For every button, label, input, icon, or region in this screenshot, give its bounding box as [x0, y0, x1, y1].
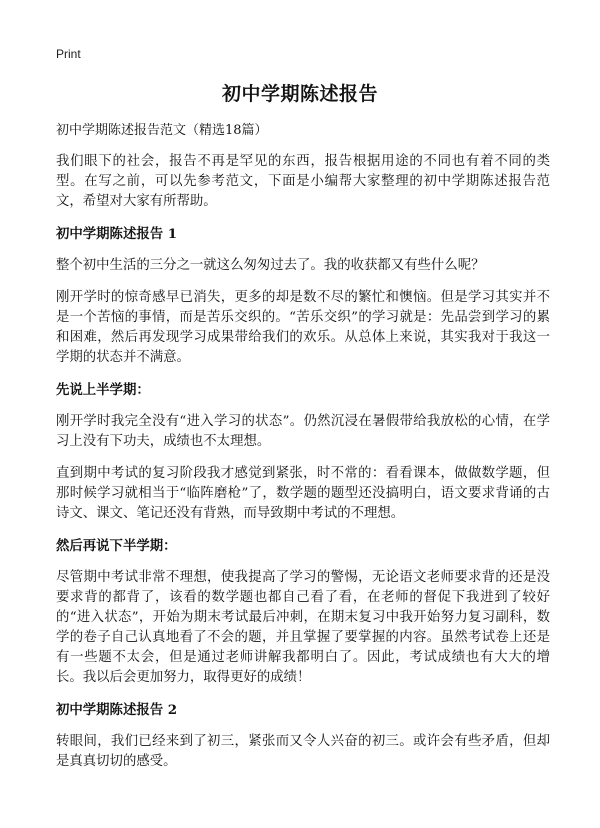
page-title: 初中学期陈述报告	[221, 83, 378, 105]
paragraph-5: 尽管期中考试非常不理想，使我提高了学习的警惕，无论语文老师要求背的还是没要求背的都背了，该看的数学题也都自己看了看，在老师的督促下我进到了较好的“进入状态”，开始为期末考试最后冲刺，在期末复习中我开始努力复习副科，数学的卷子自己认真地看了不会的题，并且掌握了要掌握的内容。虽然考试卷上还是有一些题不太会，但是通过老师讲解我都明白了。因此，考试成绩也有大大的增长。我以后会更加努力，取得更好的成绩！	[56, 570, 550, 685]
paragraph-1: 整个初中生活的三分之一就这么匆匆过去了。我的收获都又有些什么呢？	[56, 258, 485, 273]
intro-paragraph: 我们眼下的社会，报告不再是罕见的东西，报告根据用途的不同也有着不同的类型。在写之前，可以先参考范文，下面是小编帮大家整理的初中学期陈述报告范文，希望对大家有所帮助。	[56, 154, 550, 209]
print-link[interactable]: Print	[56, 47, 81, 61]
paragraph-6: 转眼间，我们已经来到了初三，紧张而又令人兴奋的初三。或许会有些矛盾，但却是真真切切的感受。	[56, 734, 550, 769]
paragraph-3: 刚开学时我完全没有“进入学习的状态”。仍然沉浸在暑假带给我放松的心情，在学习上没有下功夫，成绩也不太理想。	[56, 414, 550, 449]
section-1-heading: 初中学期陈述报告 1	[56, 226, 178, 242]
section-2-heading: 初中学期陈述报告 2	[56, 702, 178, 718]
subheading-first-half: 先说上半学期：	[56, 382, 150, 398]
paragraph-4: 直到期中考试的复习阶段我才感觉到紧张，时不常的：看看课本，做做数学题，但那时候学习就相当于“临阵磨枪”了，数学题的题型还没搞明白，语文要求背诵的古诗文、课文、笔记还没有背熟，而导致期中考试的不理想。	[56, 466, 550, 521]
subheading-second-half: 然后再说下半学期：	[56, 538, 177, 554]
article-body	[56, 121, 550, 784]
article-subtitle: 初中学期陈述报告范文（精选18篇）	[56, 123, 268, 138]
paragraph-2: 刚开学时的惊奇感早已消失，更多的却是数不尽的繁忙和懊恼。但是学习其实并不是一个苦恼的事情，而是苦乐交织的。“苦乐交织”的学习就是：先品尝到学习的累和困难，然后再发现学习成果带给我们的欢乐。从总体上来说，其实我对于我这一学期的状态并不满意。	[56, 290, 550, 365]
